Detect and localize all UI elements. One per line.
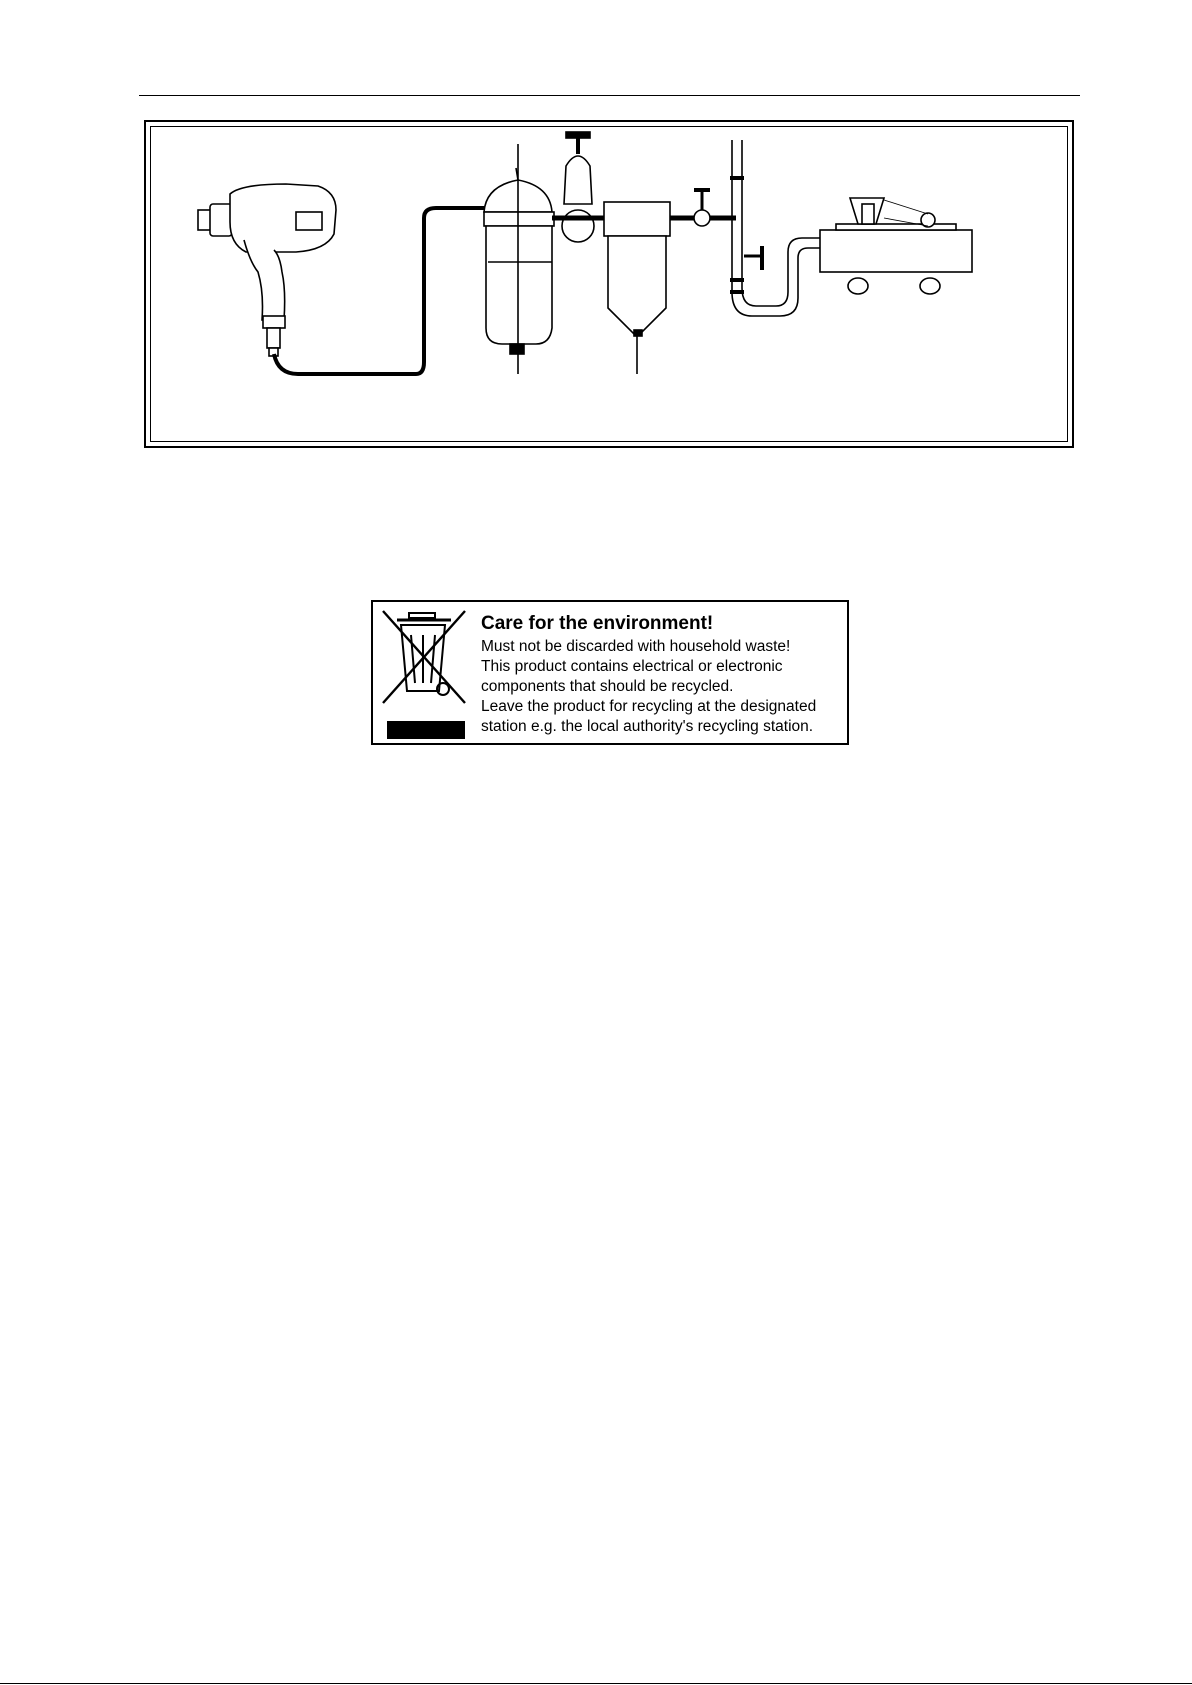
valve-icon — [670, 190, 736, 226]
weee-line: Leave the product for recycling at the designated — [481, 698, 817, 715]
air-tank-icon — [484, 144, 554, 374]
weee-line: This product contains electrical or electronic — [481, 658, 783, 675]
compressor-icon — [820, 198, 972, 294]
weee-line: station e.g. the local authority's recycling station. — [481, 718, 814, 735]
drain-pipe-icon — [730, 140, 820, 316]
weee-notice — [371, 600, 849, 745]
weee-line: components that should be recycled. — [481, 678, 734, 695]
header-rule — [139, 95, 1080, 96]
weee-text-block — [481, 612, 846, 737]
weee-heading: Care for the environment! — [481, 613, 714, 634]
air-filter-icon — [604, 202, 670, 374]
crossed-out-wheelie-bin-icon — [379, 605, 471, 739]
air-supply-diagram — [144, 120, 1074, 448]
pressure-regulator-icon — [552, 132, 606, 242]
footer-rule — [0, 1683, 1192, 1684]
impact-wrench-icon — [198, 184, 336, 356]
air-system-illustration — [146, 122, 1076, 450]
weee-line: Must not be discarded with household waste! — [481, 638, 791, 655]
